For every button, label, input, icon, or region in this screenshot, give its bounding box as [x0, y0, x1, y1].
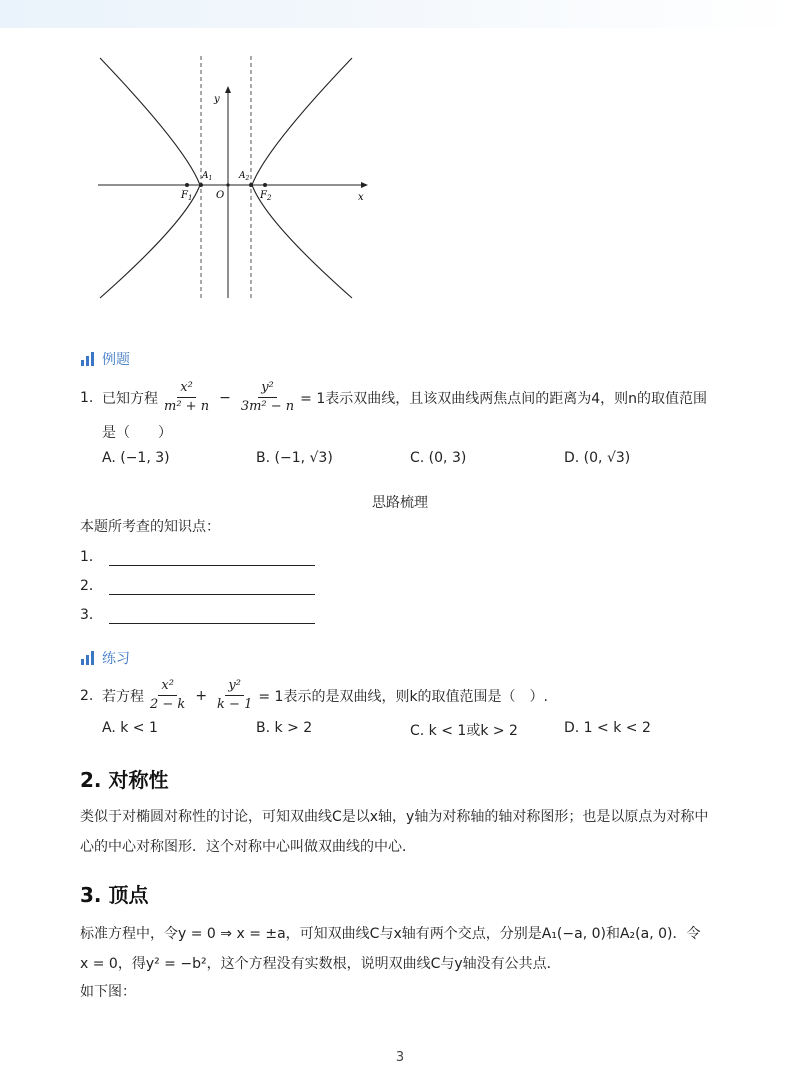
blank-line[interactable]: [109, 610, 315, 624]
a1-sub: 1: [208, 175, 213, 182]
section-3-para-line-1: 标准方程中，令y = 0 ⇒ x = ±a，可知双曲线C与x轴有两个交点，分别是A₁(−a, 0)和A₂(a, 0)．令: [80, 926, 701, 942]
focus-f2-point: [263, 183, 267, 187]
origin-label: O: [216, 190, 225, 201]
svg-text:A2: [238, 171, 250, 182]
left-branch: [100, 58, 200, 298]
svg-text:F2: [259, 190, 272, 202]
frac-denominator: 2 − k: [150, 697, 186, 712]
option-c[interactable]: C. k < 1或k > 2: [410, 723, 518, 739]
frac-denominator: m² + n: [164, 399, 210, 414]
blank-row-2: [80, 575, 315, 595]
blank-row-3: [80, 604, 315, 624]
question-2-prefix: 若方程: [102, 688, 144, 705]
hyperbola-figure: [80, 48, 380, 308]
x-label: x: [358, 192, 364, 203]
focus-f1-point: [185, 183, 189, 187]
page-number: 3: [395, 1050, 405, 1065]
practice-heading: [80, 647, 130, 669]
question-2-fraction-2: [214, 678, 255, 713]
section-2-para-line-1: 类似于对椭圆对称性的讨论，可知双曲线C是以x轴，y轴为对称轴的轴对称图形；也是以原点为对称中: [80, 809, 709, 825]
question-1-prefix: 已知方程: [102, 390, 158, 407]
option-a[interactable]: A. k < 1: [102, 720, 158, 736]
vertex-a2-point: [249, 183, 253, 187]
section-3-para-line-2: x = 0，得y² = −b²，这个方程没有实数根，说明双曲线C与y轴没有公共点．: [80, 956, 561, 972]
frac-denominator: k − 1: [217, 697, 253, 712]
question-1: [80, 380, 720, 415]
signal-bars-icon: [80, 651, 96, 665]
question-2-number: 2.: [80, 687, 94, 704]
option-a[interactable]: A. (−1, 3): [102, 450, 170, 466]
question-1-text: = 1表示双曲线，且该双曲线两焦点间的距离为4，则n的取值范围: [300, 390, 708, 407]
y-axis-arrow: [225, 86, 231, 93]
f1-sub: 1: [187, 194, 193, 202]
blank-line[interactable]: [109, 581, 315, 595]
top-band: [0, 0, 800, 28]
right-branch: [252, 58, 352, 298]
x-axis-arrow: [361, 182, 368, 188]
origin-point: [226, 183, 229, 186]
vertex-a1-point: [199, 183, 203, 187]
option-b[interactable]: B. k > 2: [256, 720, 313, 736]
svg-text:A1: [201, 171, 212, 182]
blank-number: 3．: [80, 607, 103, 623]
f2-sub: 2: [266, 194, 272, 202]
thinking-title: 思路梳理: [372, 495, 428, 511]
section-3-title: 3. 顶点: [80, 883, 149, 907]
blank-number: 1．: [80, 549, 103, 565]
option-c[interactable]: C. (0, 3): [410, 450, 467, 466]
thinking-intro: 本题所考查的知识点：: [80, 519, 220, 535]
blank-number: 2．: [80, 578, 103, 594]
option-d[interactable]: D. 1 < k < 2: [564, 720, 651, 736]
blank-row-1: [80, 546, 315, 566]
frac-numerator: y²: [225, 678, 244, 696]
frac-denominator: 3m² − n: [240, 399, 295, 414]
a1-label: A: [202, 171, 209, 181]
a2-sub: 2: [245, 175, 250, 182]
a2-label: A: [239, 171, 246, 181]
f2-label: F: [260, 190, 267, 201]
option-b[interactable]: B. (−1, √3): [256, 450, 333, 466]
y-label: y: [214, 94, 220, 105]
section-3-para-line-3: 如下图：: [80, 984, 136, 1000]
blank-line[interactable]: [109, 552, 315, 566]
question-1-fraction-2: [238, 380, 297, 415]
frac-numerator: x²: [158, 678, 177, 696]
section-2-title: 2. 对称性: [80, 768, 169, 792]
example-heading-label: 例题: [102, 352, 130, 368]
question-1-fraction-1: [161, 380, 212, 415]
minus-sign: −: [219, 389, 231, 406]
question-2-text: = 1表示的是双曲线，则k的取值范围是（ ）.: [258, 688, 549, 705]
question-2: [80, 678, 720, 713]
frac-numerator: x²: [177, 380, 196, 398]
plus-sign: +: [195, 687, 208, 704]
question-2-fraction-1: [147, 678, 188, 713]
question-1-line-2: 是（ ）: [102, 425, 172, 441]
signal-bars-icon: [80, 352, 96, 366]
option-d[interactable]: D. (0, √3): [564, 450, 631, 466]
section-2-para-line-2: 心的中心对称图形．这个对称中心叫做双曲线的中心．: [80, 839, 416, 855]
question-1-number: 1.: [80, 389, 94, 406]
svg-text:F1: [180, 190, 192, 202]
practice-heading-label: 练习: [102, 651, 130, 667]
frac-numerator: y²: [258, 380, 277, 398]
example-heading: [80, 348, 130, 370]
f1-label: F: [181, 190, 188, 201]
